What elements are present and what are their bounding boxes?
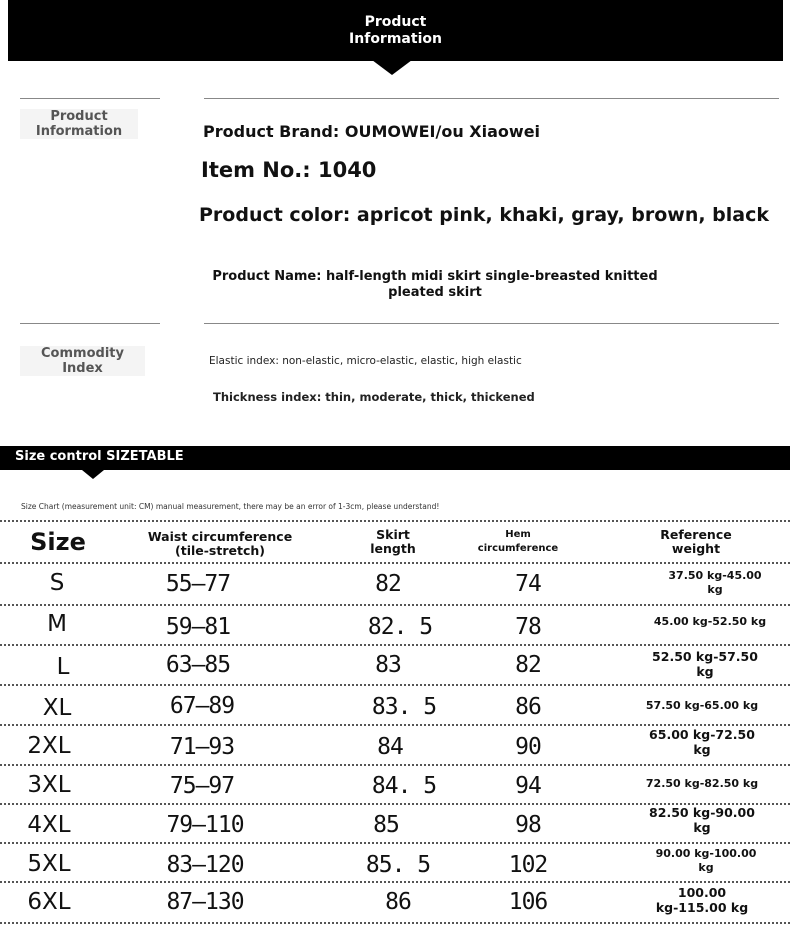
size-cell: 5XL xyxy=(27,851,71,877)
thickness-index: Thickness index: thin, moderate, thick, thickened xyxy=(213,390,535,404)
waist-cell: 67–89 xyxy=(169,693,235,719)
length-cell: 82. 5 xyxy=(367,614,433,640)
hem-cell: 78 xyxy=(515,614,541,640)
weight-cell: 82.50 kg-90.00 kg xyxy=(649,805,755,835)
product-info-label: Product Information xyxy=(20,109,138,139)
waist-cell: 59–81 xyxy=(165,614,231,640)
hem-cell: 74 xyxy=(515,571,541,597)
length-cell: 83 xyxy=(375,652,401,678)
hem-cell: 82 xyxy=(515,652,541,678)
waist-cell: 71–93 xyxy=(169,734,235,760)
header-weight: Reference weight xyxy=(660,527,732,556)
weight-cell: 100.00 kg-115.00 kg xyxy=(655,885,749,915)
hem-cell: 102 xyxy=(508,852,548,878)
commodity-index-label: Commodity Index xyxy=(20,346,145,376)
length-cell: 85. 5 xyxy=(365,852,431,878)
size-cell: 3XL xyxy=(27,772,71,798)
header-waist: Waist circumference (tile-stretch) xyxy=(147,529,293,558)
size-bar-arrow-icon xyxy=(82,470,104,479)
size-cell: 2XL xyxy=(27,733,71,759)
item-number: Item No.: 1040 xyxy=(201,158,377,182)
header-size: Size xyxy=(30,528,86,556)
length-cell: 82 xyxy=(375,571,401,597)
size-cell: L xyxy=(56,654,70,680)
product-color: Product color: apricot pink, khaki, gray, brown, black xyxy=(199,204,770,226)
waist-cell: 79–110 xyxy=(166,812,244,838)
size-control-title: Size control SIZETABLE xyxy=(15,449,184,464)
header-length: Skirt length xyxy=(370,527,416,556)
banner-title: Product Information xyxy=(349,14,442,47)
size-cell: 4XL xyxy=(27,812,71,838)
divider xyxy=(204,98,779,99)
size-chart-note: Size Chart (measurement unit: CM) manual measurement, there may be an error of 1-3cm, please understand! xyxy=(21,502,440,511)
hem-cell: 86 xyxy=(515,694,541,720)
length-cell: 83. 5 xyxy=(371,694,437,720)
table-rule xyxy=(0,644,790,646)
length-cell: 84. 5 xyxy=(371,773,437,799)
hem-cell: 106 xyxy=(508,889,548,915)
table-rule xyxy=(0,604,790,606)
weight-cell: 65.00 kg-72.50 kg xyxy=(649,727,755,757)
size-cell: M xyxy=(47,611,67,637)
table-rule xyxy=(0,922,790,924)
table-rule xyxy=(0,764,790,766)
weight-cell: 52.50 kg-57.50 kg xyxy=(652,649,758,679)
waist-cell: 63–85 xyxy=(165,652,231,678)
header-hem: Hem circumference xyxy=(477,529,559,554)
product-brand: Product Brand: OUMOWEI/ou Xiaowei xyxy=(203,122,541,141)
waist-cell: 87–130 xyxy=(166,889,244,915)
weight-cell: 90.00 kg-100.00 kg xyxy=(655,847,757,874)
size-cell: 6XL xyxy=(27,889,71,915)
divider xyxy=(20,98,160,99)
table-rule xyxy=(0,842,790,844)
hem-cell: 90 xyxy=(515,734,541,760)
table-rule xyxy=(0,881,790,883)
waist-cell: 83–120 xyxy=(166,852,244,878)
table-rule xyxy=(0,520,790,522)
table-rule xyxy=(0,562,790,564)
divider xyxy=(204,323,779,324)
size-cell: S xyxy=(49,570,65,596)
length-cell: 85 xyxy=(373,812,399,838)
length-cell: 84 xyxy=(377,734,403,760)
waist-cell: 75–97 xyxy=(169,773,235,799)
table-rule xyxy=(0,724,790,726)
length-cell: 86 xyxy=(385,889,411,915)
table-rule xyxy=(0,684,790,686)
hem-cell: 98 xyxy=(515,812,541,838)
product-name: Product Name: half-length midi skirt single-breasted knitted pleated skirt xyxy=(212,269,658,300)
waist-cell: 55–77 xyxy=(165,571,231,597)
weight-cell: 72.50 kg-82.50 kg xyxy=(645,777,759,790)
weight-cell: 37.50 kg-45.00 kg xyxy=(668,569,762,596)
elastic-index: Elastic index: non-elastic, micro-elastic, elastic, high elastic xyxy=(209,355,522,367)
size-table xyxy=(0,520,790,931)
hem-cell: 94 xyxy=(515,773,541,799)
weight-cell: 45.00 kg-52.50 kg xyxy=(653,615,767,628)
banner-arrow-icon xyxy=(372,60,412,75)
size-cell: XL xyxy=(42,695,72,721)
divider xyxy=(20,323,160,324)
weight-cell: 57.50 kg-65.00 kg xyxy=(645,699,759,712)
